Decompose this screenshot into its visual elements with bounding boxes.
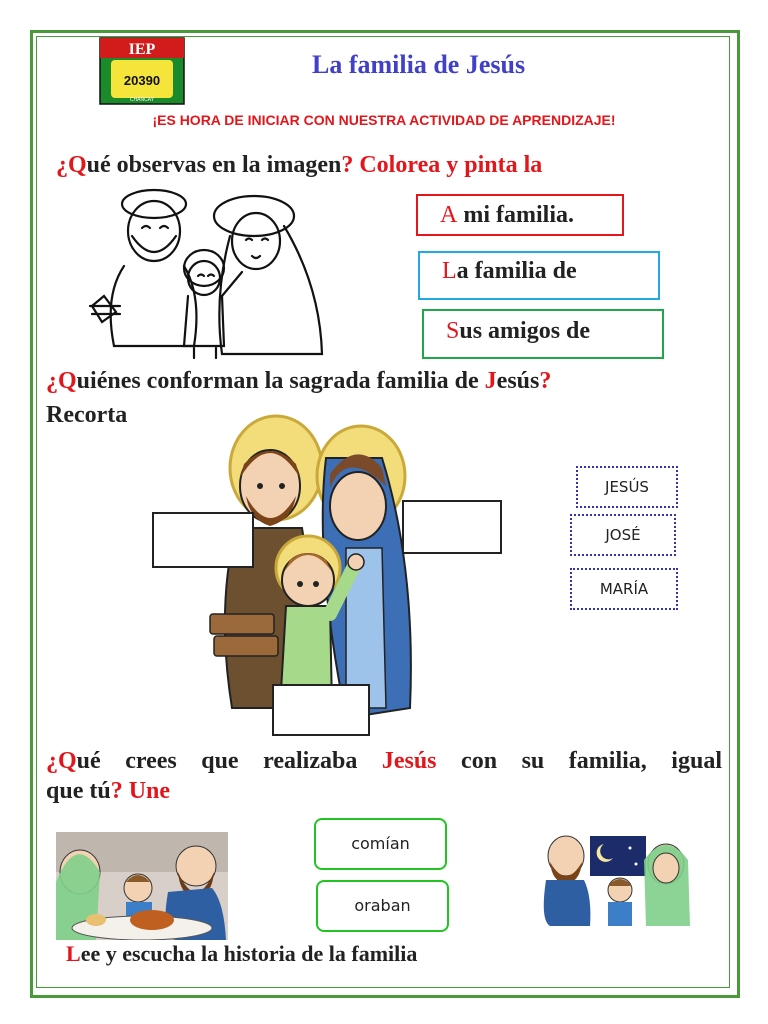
question-2: [46, 368, 551, 395]
cutout-box-1[interactable]: [152, 512, 254, 568]
q2-instruction: Recorta: [46, 402, 128, 428]
q3-text: ué crees que realizaba: [76, 748, 382, 774]
holy-family-outline-illustration: [84, 186, 336, 362]
option-box-2[interactable]: [418, 251, 660, 300]
q1-open-mark: ¿: [56, 152, 68, 178]
q1-initial: Q: [68, 152, 87, 178]
cutout-box-3[interactable]: [272, 684, 370, 736]
q3-open-mark: ¿: [46, 748, 58, 774]
q2-esus: esús: [496, 368, 540, 394]
question-1: [56, 152, 542, 179]
name-box-maria[interactable]: MARÍA: [570, 568, 678, 610]
family-praying-illustration: [540, 830, 694, 926]
q3-line2-text: que tú: [46, 778, 111, 804]
q2-close-mark: ?: [539, 368, 552, 394]
question-3-line-2: [46, 778, 170, 805]
footer-initial: L: [66, 941, 81, 966]
q1-text: ué observas en la imagen: [86, 152, 342, 178]
option-3-initial: S: [446, 318, 460, 344]
name-box-jesus[interactable]: JESÚS: [576, 466, 678, 508]
logo-name: IEP: [128, 41, 156, 58]
school-logo: [99, 37, 185, 105]
option-1-text: mi familia.: [457, 202, 574, 228]
option-box-3[interactable]: [422, 309, 664, 359]
activity-banner: ¡ES HORA DE INICIAR CON NUESTRA ACTIVIDAD DE APRENDIZAJE!: [152, 112, 616, 128]
option-1-initial: A: [440, 202, 458, 228]
question-3: [46, 748, 722, 775]
q3-initial: Q: [58, 748, 77, 774]
option-box-1[interactable]: [416, 194, 624, 236]
q3-jesus: Jesús: [381, 748, 437, 774]
family-eating-illustration: [56, 832, 228, 940]
q3-instruction: ? Une: [110, 778, 171, 804]
q2-text: uiénes conforman la sagrada familia de: [76, 368, 485, 394]
footer-text-wrap: [66, 940, 506, 974]
q2-open-mark: ¿: [46, 368, 58, 394]
activity-box-oraban[interactable]: oraban: [316, 880, 449, 932]
page-title: La familia de Jesús: [312, 50, 526, 79]
q2-initial: Q: [58, 368, 77, 394]
option-3-text: us amigos de: [459, 318, 591, 344]
logo-place: CHANCAY: [129, 97, 155, 103]
logo-number: 20390: [123, 73, 161, 88]
q3-text-2: con su familia, igual: [436, 748, 722, 774]
activity-box-comian[interactable]: comían: [314, 818, 447, 870]
footer-text: [66, 940, 506, 968]
q1-instruction: ? Colorea y pinta la: [341, 152, 543, 178]
cutout-box-2[interactable]: [402, 500, 502, 554]
name-box-jose[interactable]: JOSÉ: [570, 514, 676, 556]
option-2-text: a familia de: [456, 258, 577, 284]
q2-j: J: [484, 368, 497, 394]
footer-rest: ee y escucha la historia de la familia: [80, 941, 418, 966]
option-2-initial: L: [442, 258, 457, 284]
